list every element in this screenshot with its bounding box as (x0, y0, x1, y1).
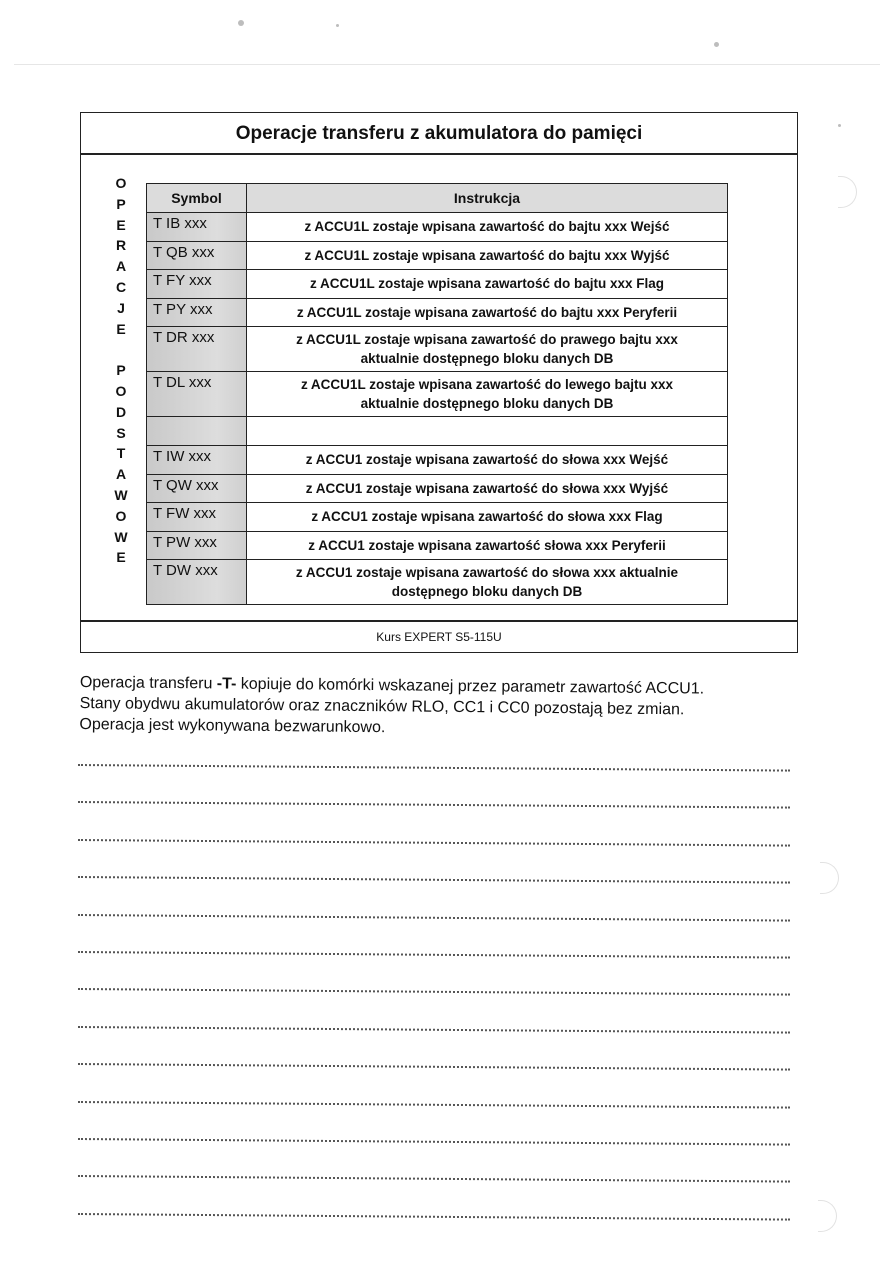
table-row (147, 298, 728, 327)
description-paragraph (79, 672, 800, 743)
instruction-cell (247, 474, 728, 503)
instruction-cell (247, 372, 728, 417)
side-letter: E (116, 320, 126, 337)
side-letter: W (114, 528, 128, 545)
table-header-row (147, 184, 728, 213)
table-row (147, 417, 728, 446)
figure-title: Operacje transferu z akumulatora do pamięci (81, 113, 797, 155)
scan-speck (238, 20, 244, 26)
table-row (147, 372, 728, 417)
instruction-line: z ACCU1L zostaje wpisana zawartość do bajtu xxx Peryferii (296, 304, 678, 320)
symbol-cell: T QB xxx (147, 241, 247, 270)
side-letter: W (114, 486, 128, 503)
dotted-note-line (78, 951, 790, 959)
instruction-figure (80, 112, 798, 653)
dotted-note-line (78, 914, 790, 922)
table-row (147, 270, 728, 299)
punch-hole (838, 176, 857, 208)
table-body (147, 213, 728, 605)
side-letter: C (115, 278, 127, 295)
side-letter: J (117, 299, 125, 316)
side-letter: E (116, 549, 126, 566)
dotted-note-line (78, 988, 790, 996)
symbol-cell (147, 417, 247, 446)
symbol-cell: T DL xxx (147, 372, 247, 417)
instruction-line: z ACCU1L zostaje wpisana zawartość do lewego bajtu xxx (300, 377, 674, 392)
punch-hole (820, 862, 839, 894)
side-letter: S (116, 424, 126, 441)
instruction-line: z ACCU1 zostaje wpisana zawartość do słowa xxx Flag (311, 509, 663, 525)
dotted-note-line (78, 764, 790, 772)
side-letter: R (115, 237, 127, 254)
instruction-cell (247, 241, 728, 270)
paragraph-text: Operacja transferu (79, 673, 217, 693)
page-top-rule (14, 64, 880, 65)
table-row (147, 531, 728, 560)
instruction-line: aktualnie dostępnego bloku danych DB (360, 396, 614, 411)
instruction-line: z ACCU1 zostaje wpisana zawartość słowa xxx Peryferii (308, 537, 666, 553)
table-row (147, 241, 728, 270)
symbol-cell: T FW xxx (147, 503, 247, 532)
symbol-column-header: Symbol (147, 184, 247, 213)
side-letter: A (115, 258, 127, 275)
instruction-cell (247, 531, 728, 560)
dotted-note-line (78, 1175, 790, 1183)
instruction-line: z ACCU1L zostaje wpisana zawartość do bajtu xxx Wyjść (304, 247, 670, 263)
side-letter: O (115, 382, 127, 399)
side-letter: E (116, 216, 126, 233)
transfer-operator: -T- (216, 675, 237, 693)
symbol-cell: T QW xxx (147, 474, 247, 503)
side-letter: T (116, 445, 126, 462)
instruction-line: z ACCU1 zostaje wpisana zawartość do słowa xxx aktualnie (295, 565, 679, 580)
side-letter: P (116, 362, 126, 379)
instruction-cell (247, 503, 728, 532)
symbol-cell: T DW xxx (147, 560, 247, 605)
side-letter: A (115, 466, 127, 483)
side-letter: D (115, 403, 127, 420)
side-letter (111, 339, 131, 360)
instruction-cell (247, 560, 728, 605)
instruction-cell (247, 417, 728, 446)
scan-speck (336, 24, 339, 27)
side-letter: O (115, 175, 127, 191)
dotted-note-line (78, 801, 790, 809)
instruction-line: z ACCU1L zostaje wpisana zawartość do prawego bajtu xxx (296, 332, 678, 347)
paragraph-text: kopiuje do komórki wskazanej przez parametr zawartość ACCU1. (236, 675, 705, 698)
paragraph-line-3: Operacja jest wykonywana bezwarunkowo. (79, 715, 386, 737)
dotted-note-line (78, 1063, 790, 1071)
scan-speck (714, 42, 719, 47)
vertical-side-label (111, 173, 131, 568)
instruction-table (146, 183, 728, 605)
table-row (147, 503, 728, 532)
table-row (147, 446, 728, 475)
instruction-line: aktualnie dostępnego bloku danych DB (360, 351, 614, 366)
punch-hole (818, 1200, 837, 1232)
instruction-line: dostępnego bloku danych DB (391, 584, 583, 599)
table-row (147, 327, 728, 372)
instruction-line: z ACCU1 zostaje wpisana zawartość do słowa xxx Wyjść (305, 480, 669, 496)
table-row (147, 213, 728, 242)
dotted-note-line (78, 839, 790, 847)
figure-footer: Kurs EXPERT S5-115U (81, 620, 797, 652)
dotted-note-line (78, 1026, 790, 1034)
symbol-cell: T PY xxx (147, 298, 247, 327)
scan-speck (838, 124, 841, 127)
instruction-cell (247, 327, 728, 372)
side-letter: O (115, 507, 127, 524)
instruction-cell (247, 446, 728, 475)
table-row (147, 474, 728, 503)
instruction-cell (247, 213, 728, 242)
symbol-cell: T IW xxx (147, 446, 247, 475)
instruction-cell (247, 298, 728, 327)
instruction-line: z ACCU1 zostaje wpisana zawartość do słowa xxx Wejść (305, 452, 669, 468)
side-letter: P (116, 195, 126, 212)
instruction-line: z ACCU1L zostaje wpisana zawartość do bajtu xxx Wejść (304, 219, 670, 235)
symbol-cell: T DR xxx (147, 327, 247, 372)
instruction-column-header: Instrukcja (247, 184, 728, 213)
instruction-cell (247, 270, 728, 299)
symbol-cell: T PW xxx (147, 531, 247, 560)
dotted-note-line (78, 1101, 790, 1109)
paragraph-line-2: Stany obydwu akumulatorów oraz znaczników RLO, CC1 i CC0 pozostają bez zmian. (79, 694, 685, 719)
symbol-cell: T IB xxx (147, 213, 247, 242)
symbol-cell: T FY xxx (147, 270, 247, 299)
dotted-note-line (78, 876, 790, 884)
dotted-note-line (78, 1138, 790, 1146)
instruction-line: z ACCU1L zostaje wpisana zawartość do bajtu xxx Flag (309, 276, 665, 292)
table-row (147, 560, 728, 605)
dotted-note-line (78, 1213, 790, 1221)
